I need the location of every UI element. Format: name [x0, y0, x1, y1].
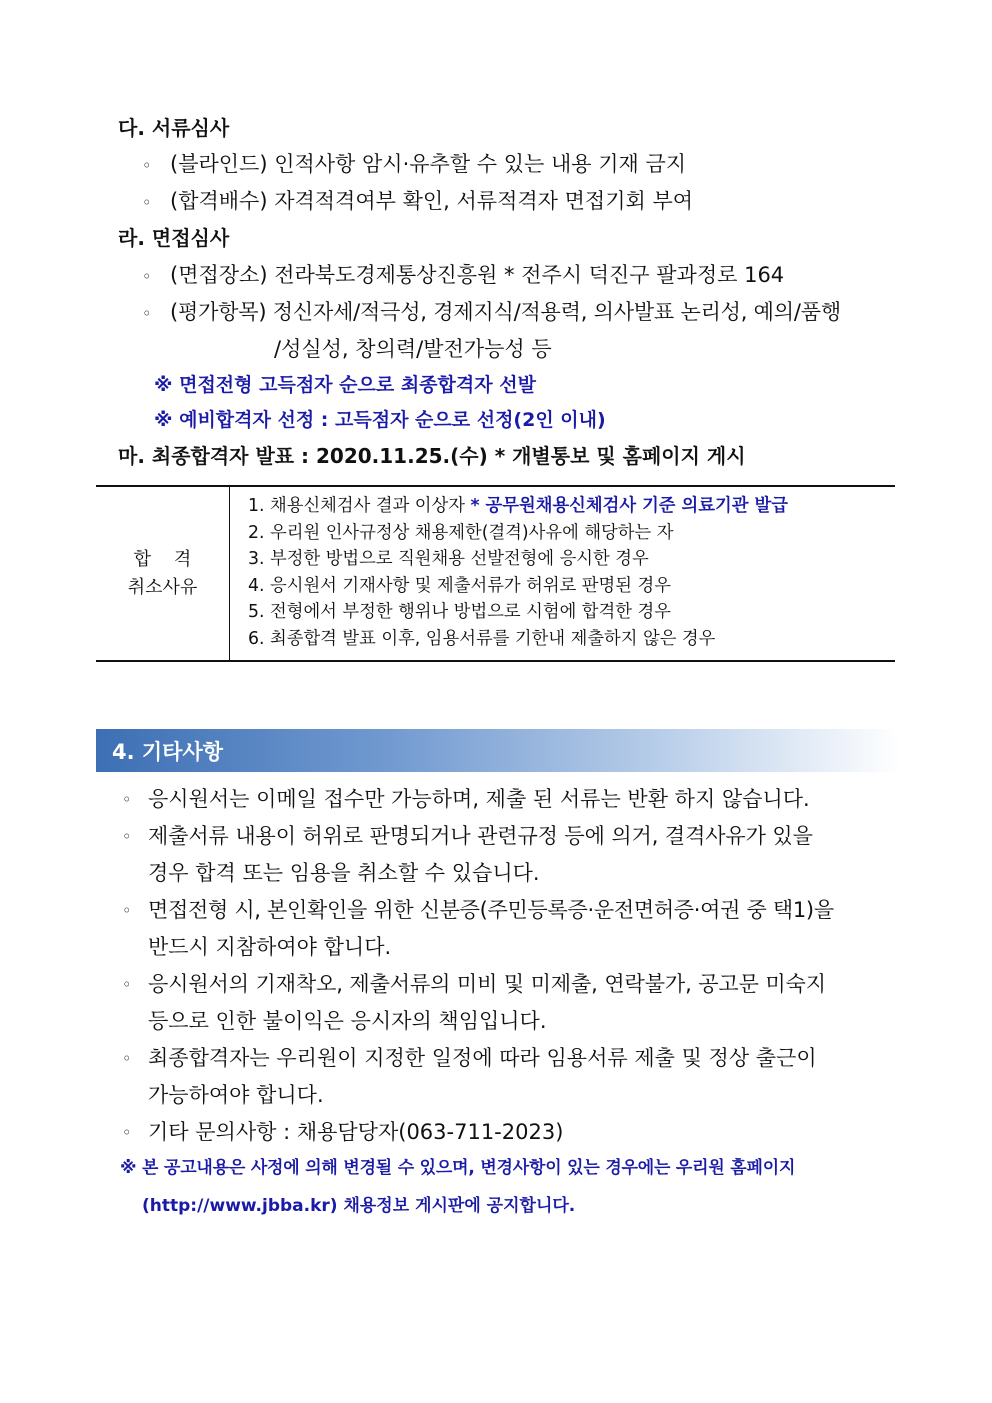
- bullet-icon: ◦: [122, 790, 132, 809]
- blind-rule-item: (블라인드) 인적사항 암시·유추할 수 있는 내용 기재 금지: [170, 152, 687, 176]
- false-document-item-line2: 경우 합격 또는 임용을 취소할 수 있습니다.: [148, 861, 540, 885]
- start-work-item-line1: 최종합격자는 우리원이 지정한 일정에 따라 임용서류 제출 및 정상 출근이: [148, 1046, 817, 1070]
- applicant-responsibility-item-line2: 등으로 인한 불이익은 응시자의 책임입니다.: [148, 1009, 547, 1033]
- reserve-selection-note: ※ 예비합격자 선정 : 고득점자 순으로 선정(2인 이내): [154, 409, 606, 431]
- change-notice-line2: (http://www.jbba.kr) 채용정보 게시판에 공지합니다.: [142, 1196, 576, 1216]
- cancellation-reason-5: 5. 전형에서 부정한 행위나 방법으로 시험에 합격한 경우: [248, 602, 671, 622]
- final-announcement-heading: 마. 최종합격자 발표 : 2020.11.25.(수) * 개별통보 및 홈페이지 게시: [118, 444, 746, 468]
- evaluation-items-line2: /성실성, 창의력/발전가능성 등: [274, 337, 552, 361]
- id-required-item-line2: 반드시 지참하여야 합니다.: [148, 935, 392, 959]
- cancellation-reason-2: 2. 우리원 인사규정상 채용제한(결격)사유에 해당하는 자: [248, 522, 674, 543]
- bullet-icon: ◦: [142, 193, 152, 212]
- cancellation-reason-1-text: 1. 채용신체검사 결과 이상자: [248, 496, 471, 516]
- section-4-header-bar: [96, 729, 900, 772]
- pass-cancellation-table: [96, 485, 895, 662]
- cancellation-reasons-cell: [230, 486, 896, 661]
- interview-location-item: (면접장소) 전라북도경제통상진흥원 * 전주시 덕진구 팔과정로 164: [170, 263, 785, 287]
- section-heading-interview: 라. 면접심사: [118, 226, 230, 250]
- start-work-item-line2: 가능하여야 합니다.: [148, 1083, 324, 1107]
- bullet-icon: ◦: [122, 1123, 132, 1142]
- bullet-icon: ◦: [122, 1049, 132, 1068]
- cancellation-reason-1: [248, 493, 888, 520]
- application-email-item: 응시원서는 이메일 접수만 가능하며, 제출 된 서류는 반환 하지 않습니다.: [148, 787, 810, 811]
- bullet-icon: ◦: [122, 901, 132, 920]
- evaluation-items-line1: (평가항목) 정신자세/적극성, 경제지식/적용력, 의사발표 논리성, 예의/품행: [170, 300, 841, 324]
- medical-exam-note: * 공무원채용신체검사 기준 의료기관 발급: [470, 496, 788, 516]
- bullet-icon: ◦: [142, 304, 152, 323]
- section-heading-document-review: 다. 서류심사: [118, 116, 230, 140]
- final-selection-note: ※ 면접전형 고득점자 순으로 최종합격자 선발: [154, 374, 536, 396]
- bullet-icon: ◦: [122, 827, 132, 846]
- bullet-icon: ◦: [122, 975, 132, 994]
- cancellation-reason-4: 4. 응시원서 기재사항 및 제출서류가 허위로 판명된 경우: [248, 575, 671, 596]
- change-notice-line1: ※ 본 공고내용은 사정에 의해 변경될 수 있으며, 변경사항이 있는 경우에는 우리원 홈페이지: [120, 1158, 796, 1178]
- cancellation-reason-3: 3. 부정한 방법으로 직원채용 선발전형에 응시한 경우: [248, 549, 649, 569]
- applicant-responsibility-item-line1: 응시원서의 기재착오, 제출서류의 미비 및 미제출, 연락불가, 공고문 미숙지: [148, 972, 826, 996]
- id-required-item-line1: 면접전형 시, 본인확인을 위한 신분증(주민등록증·운전면허증·여권 중 택1)을: [148, 898, 834, 922]
- bullet-icon: ◦: [142, 267, 152, 286]
- false-document-item-line1: 제출서류 내용이 허위로 판명되거나 관련규정 등에 의거, 결격사유가 있을: [148, 824, 813, 848]
- section-4-title: 4. 기타사항: [112, 740, 224, 764]
- cancellation-label-line1: 합 격: [133, 548, 192, 570]
- cancellation-label-line2: 취소사유: [127, 576, 198, 598]
- bullet-icon: ◦: [142, 156, 152, 175]
- cancellation-reason-6: 6. 최종합격 발표 이후, 임용서류를 기한내 제출하지 않은 경우: [248, 628, 716, 649]
- contact-item: 기타 문의사항 : 채용담당자(063-711-2023): [148, 1120, 564, 1144]
- cancellation-label-cell: [96, 486, 230, 661]
- pass-ratio-item: (합격배수) 자격적격여부 확인, 서류적격자 면접기회 부여: [170, 189, 694, 213]
